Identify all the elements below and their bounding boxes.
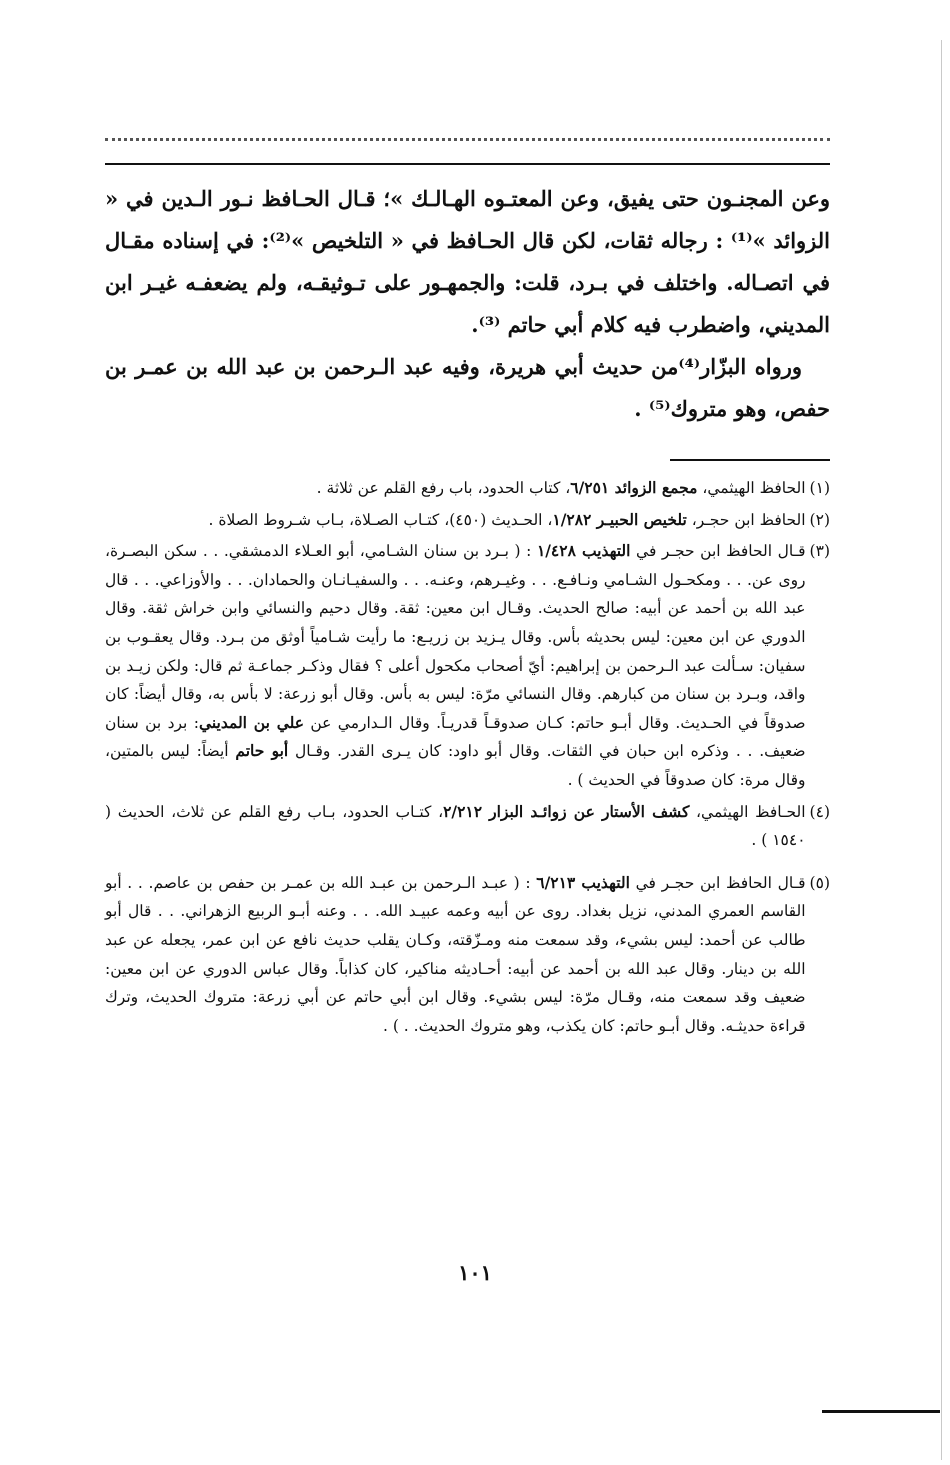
footnote-text-part: ، كتـاب الحدود، بـاب رفع القلم عن ثلاث، الحديث ( ١٥٤٠ ) . (105, 802, 806, 850)
footnote-2 (105, 506, 830, 535)
footnote-source-title: تلخيص الحبيـر ١/٢٨٢ (552, 509, 687, 529)
footnote-text-part: : ( عبـد الـرحمن بن عبـد الله بن عمـر بن حفص بن عاصم. . . أبو القاسم العمري المدني، نزيل بغداد. روى عن أبيه وعمه عبيـد الله. . . وعنه أبـو الربيع الزهراني. . . قال أبو طالب عن أحمد: ليس بشيء، وقد سمعت منه ومـزّقته، وكـان يقلب حديث نافع عن ابن عمر، يجعله عن عبد الله بن دينار. وقال عبد الله بن أحمد عن أبيه: أحـاديثه مناكير، كان كذاباً. وقال عباس الدوري عن ابن معين: ضعيف وقد سمعت منه، وقـال مرّة: ليس بشيء. وقال ابن أبي حاتم عن أبي زرعة: متروك الحديث، وترك قراءة حديثـه. وقال أبـو حاتم: كان يكذب، وهو متروك الحديث. . ) . (105, 873, 806, 1035)
footnote-3 (105, 537, 830, 794)
footnote-text-part: الحـافظ الهيثمي، (689, 802, 806, 821)
footnote-number: (٤) (809, 802, 830, 821)
header-rule (105, 163, 830, 165)
footnote-text-part: : ( بـرد بن سنان الشـامي، أبو العـلاء الدمشقي. . . سكن البصـرة، روى عن. . . ومكحـول الشـامي ونـافـع. . . وغيـرهم، وعنـه. . . والسفيـانـان والحمادان. . . والأوزاعي. . . قال عبد الله بن أحمد عن أبيه: صالح الحديث. وقـال ابن معين: ثقة. وقال دحيم والنسائي وابن خراش ثقة. وقال الدوري عن ابن معين: ليس بحديثه بأس. وقال يـزيد بن زريـع: ما رأيت شـامياً أوثق من بـرد. وقال يعقـوب بن سفيان: سـألت عبد الـرحمن بن إبراهيم: أيّ أصحاب مكحول أعلى ؟ فقال وذكـر جماعـة ثم قال: ولكن زيـد بن واقد، وبـرد بن سنان من كبارهم. وقال النسائي مرّة: ليس به بأس. وقال أبو زرعة: لا بأس به، وقال أيضاً: كان صدوقاً في الحـديث. وقال أبـو حاتم: كـان صدوقـاً قدريـاً. وقال الـدارمي عن (105, 542, 806, 732)
footnote-source-title: أبو حاتم (235, 741, 289, 761)
main-paragraph-2: ورواه البزّار⁽⁴⁾من حديث أبي هريرة، وفيه عبد الـرحمن بن عبد الله بن عمـر بن حفص، وهو متروك⁽⁵⁾ . (105, 354, 830, 421)
footnote-text (105, 798, 806, 855)
footnote-text (105, 869, 806, 1041)
footnote-text-part: الحافظ ابن حجـر، (686, 510, 806, 529)
footnote-text-part: : برد بن سنان ضعيف. . . وذكره ابن حبان في الثقات. وقال أبو داود: كان يـرى القدر. وقـال (105, 713, 806, 761)
corner-rule (822, 1410, 940, 1413)
footnote-number: (١) (809, 479, 830, 497)
footnote-text-part: ، كتاب الحدود، باب رفع القلم عن ثلاثة . (316, 479, 571, 497)
footnote-source-title: التهذيب ٦/٢١٣ (536, 872, 630, 892)
main-text (105, 178, 830, 430)
page-number: ١٠١ (458, 1260, 492, 1285)
footnote-text-part: أيضاً: ليس بالمتين، وقال مرة: كان صدوقاً في الحديث ) . (105, 742, 806, 789)
footnote-source-title: كشف الأستار عن زوائـد البزار ٢/٢١٢ (443, 801, 690, 821)
footnote-text (105, 474, 806, 503)
footnote-number: (٥) (809, 873, 830, 892)
page-edge-line (941, 40, 942, 1460)
footnote-text-part: ، الحـديث (٤٥٠)، كتـاب الصـلاة، بـاب شـروط الصلاة . (208, 510, 553, 529)
footnote-4 (105, 798, 830, 855)
footnote-number: (٣) (809, 542, 830, 561)
footnote-text-part: الحافظ الهيثمي، (697, 479, 806, 497)
footnote-1 (105, 474, 830, 503)
footnote-source-title: التهذيب ١/٤٢٨ (536, 541, 631, 561)
footnotes (105, 474, 830, 1040)
main-paragraph-1: وعن المجنـون حتى يفيق، وعن المعتـوه الهـالـك »؛ قـال الحـافظ نـور الـدين في « الزوائد »⁽¹⁾ : رجاله ثقات، لكن قال الحـافظ في « التلخيص »⁽²⁾: في إسناده مقـال في اتصـاله. واختلف في بـرد، قلت: والجمهـور على تـوثيقـه، ولم يضعفـه غيـر ابن المديني، واضطرب فيه كلام أبي حاتم ⁽³⁾. (105, 186, 830, 337)
footnote-text (105, 537, 806, 794)
footnote-source-title: علي بن المديني (198, 712, 305, 732)
footnote-text-part: قـال الحافظ ابن حجـر في (630, 542, 806, 561)
footnote-5 (105, 869, 830, 1041)
header-dotted-rule (105, 138, 830, 141)
footnote-text (105, 506, 806, 535)
footnote-source-title: مجمع الزوائد ٦/٢٥١ (570, 478, 698, 497)
footnote-text-part: قـال الحافظ ابن حجـر في (629, 873, 806, 892)
footnote-separator (670, 459, 830, 461)
footnote-number: (٢) (809, 510, 830, 529)
